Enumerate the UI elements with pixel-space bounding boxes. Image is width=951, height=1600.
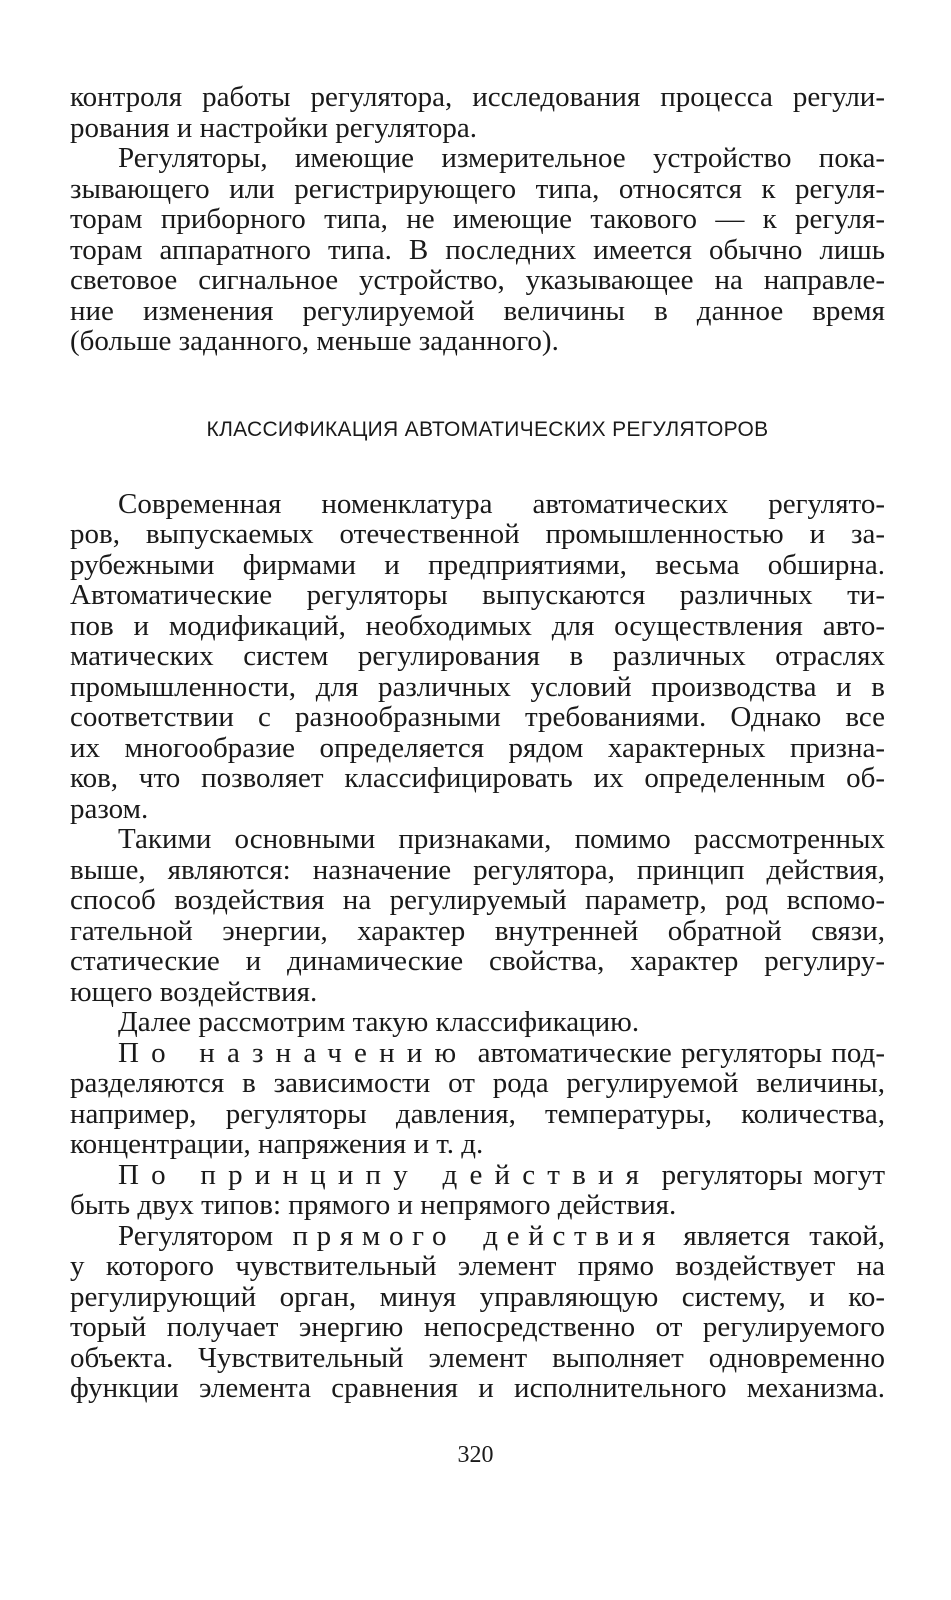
text-line: контроля работы регулятора, исследования процесса регули- <box>70 81 885 113</box>
spaced-term: По принципу действия <box>118 1158 652 1191</box>
text-line: рубежными фирмами и предприятиями, весьма обширна. <box>70 548 885 581</box>
text-line: объекта. Чувствительный элемент выполняет одновременно <box>70 1341 885 1374</box>
text-line <box>70 1221 885 1252</box>
text-line: зывающего или регистрирующего типа, относятся к регуля- <box>70 172 885 205</box>
text-line: статические и динамические свойства, характер регулиру- <box>70 945 885 977</box>
paragraph-next <box>70 1007 885 1038</box>
page-number: 320 <box>457 1442 494 1468</box>
paragraph-main-features <box>70 824 885 1007</box>
text-line: Современная номенклатура автоматических регулято- <box>118 487 885 520</box>
text-line <box>70 1038 885 1069</box>
text-span: Регулятором <box>118 1219 293 1252</box>
section-heading: КЛАССИФИКАЦИЯ АВТОМАТИЧЕСКИХ РЕГУЛЯТОРОВ <box>206 417 769 441</box>
text-line: матических систем регулирования в различных отраслях <box>70 640 885 672</box>
paragraph-nomenclature <box>70 489 885 825</box>
text-line: (больше заданного, меньше заданного). <box>70 325 559 357</box>
text-line: соответствии с разнообразными требованиями. Однако все <box>70 701 885 733</box>
text-span: автоматические регуляторы под- <box>468 1036 885 1069</box>
page-body <box>70 82 885 1404</box>
text-line: способ воздействия на регулируемый параметр, род вспомо- <box>70 884 885 916</box>
text-line: световое сигнальное устройство, указывающее на направле- <box>70 264 885 296</box>
text-line: функции элемента сравнения и исполнительного механизма. <box>70 1372 885 1404</box>
text-line: разделяются в зависимости от рода регулируемой величины, <box>70 1067 885 1099</box>
text-line: Далее рассмотрим такую классификацию. <box>118 1006 640 1038</box>
text-line: концентрации, напряжения и т. д. <box>70 1128 484 1160</box>
spaced-term: прямого действия <box>292 1219 665 1252</box>
text-line: у которого чувствительный элемент прямо воздействует на <box>70 1250 885 1282</box>
paragraph-regulator-types <box>70 143 885 357</box>
text-line: быть двух типов: прямого и непрямого действия. <box>70 1189 677 1221</box>
text-line: промышленности, для различных условий производства и в <box>70 670 885 703</box>
text-line: ров, выпускаемых отечественной промышленностью и за- <box>70 518 885 550</box>
text-line: ков, что позволяет классифицировать их определенным об- <box>70 762 885 794</box>
text-line: Такими основными признаками, помимо рассмотренных <box>118 823 885 855</box>
text-line <box>70 1160 885 1191</box>
text-line: их многообразие определяется рядом характерных призна- <box>70 731 885 764</box>
text-line: торам аппаратного типа. В последних имеется обычно лишь <box>70 233 885 266</box>
text-line: торый получает энергию непосредственно от регулируемого <box>70 1311 885 1343</box>
text-line: торам приборного типа, не имеющие такового — к регуля- <box>70 203 885 235</box>
text-line: выше, являются: назначение регулятора, принцип действия, <box>70 853 885 886</box>
paragraph-by-purpose <box>70 1038 885 1160</box>
spaced-term: По назначению <box>118 1036 469 1069</box>
paragraph-continuation <box>70 82 885 143</box>
text-line: разом. <box>70 792 149 825</box>
text-line: Автоматические регуляторы выпускаются различных ти- <box>70 579 885 611</box>
text-line: например, регуляторы давления, температуры, количества, <box>70 1097 885 1130</box>
text-span: регуляторы могут <box>651 1158 885 1191</box>
text-line: ние изменения регулируемой величины в данное время <box>70 294 885 327</box>
text-line: пов и модификаций, необходимых для осуществления авто- <box>70 609 885 642</box>
paragraph-by-principle <box>70 1160 885 1221</box>
text-line: ющего воздействия. <box>70 975 318 1008</box>
text-span: является такой, <box>664 1219 886 1252</box>
text-line: гательной энергии, характер внутренней обратной связи, <box>70 914 885 947</box>
paragraph-direct-action <box>70 1221 885 1404</box>
text-line: Регуляторы, имеющие измерительное устройство пока- <box>118 142 885 174</box>
text-line: регулирующий орган, минуя управляющую систему, и ко- <box>70 1280 885 1313</box>
text-line: рования и настройки регулятора. <box>70 111 477 144</box>
